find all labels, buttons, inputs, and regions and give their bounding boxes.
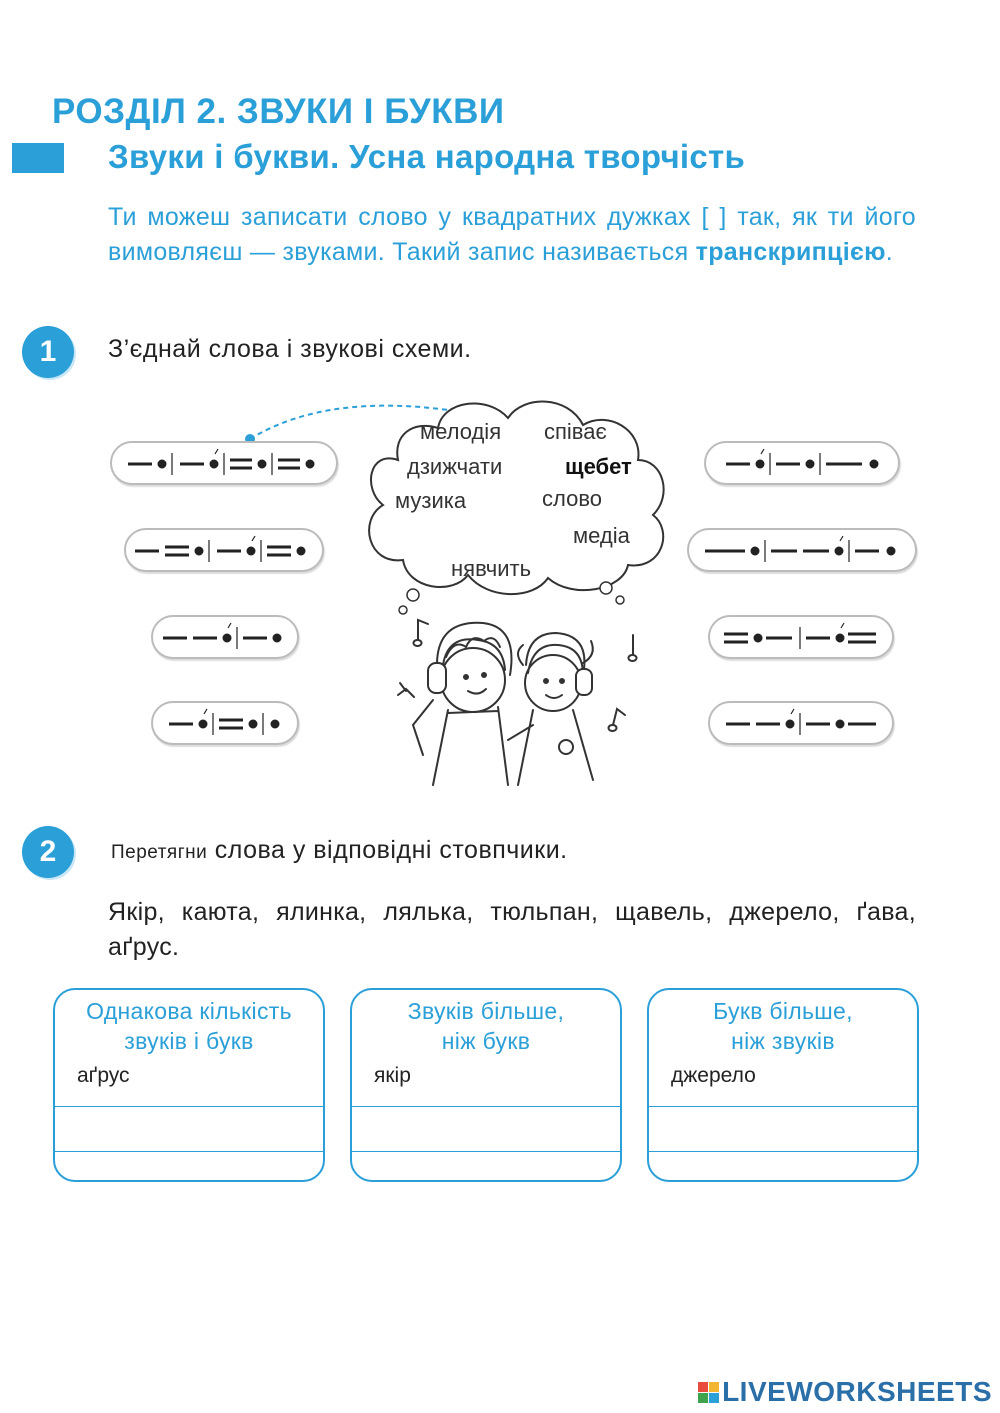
column-entry[interactable]	[649, 1106, 917, 1151]
cloud-word-7[interactable]: медіа	[573, 523, 630, 548]
logo-text: LIVEWORKSHEETS	[722, 1376, 992, 1407]
column-header-line1: Звуків більше,	[407, 998, 565, 1024]
sound-scheme-left-4[interactable]	[151, 701, 299, 745]
cloud-word-4[interactable]: щебет	[565, 454, 632, 479]
children-with-headphones-illustration	[388, 595, 648, 795]
cloud-word-5[interactable]: музика	[395, 488, 467, 513]
task2-instruction-drag: Перетягни	[111, 842, 208, 863]
sound-scheme-left-3[interactable]	[151, 615, 299, 659]
column-equal	[53, 988, 325, 1182]
scheme-drawing	[716, 622, 886, 652]
intro-text: Ти можеш записати слово у квадратних дужках [ ] так, як ти його вимовляєш — звуками. Такий запис називається	[108, 203, 916, 266]
chapter-title: РОЗДІЛ 2. ЗВУКИ І БУКВИ	[52, 92, 505, 131]
scheme-drawing	[697, 535, 907, 565]
column-entry[interactable]: якір	[374, 1064, 411, 1087]
scheme-drawing	[155, 622, 295, 652]
task1-instruction: З’єднай слова і звукові схеми.	[108, 335, 472, 363]
scheme-drawing	[124, 448, 324, 478]
column-header-line2: ніж букв	[441, 1028, 531, 1054]
cloud-word-6[interactable]: слово	[542, 486, 602, 511]
column-entry[interactable]	[55, 1106, 323, 1151]
logo-squares-icon	[698, 1382, 719, 1403]
column-header-line2: звуків і букв	[124, 1028, 254, 1054]
column-entry[interactable]	[55, 1151, 323, 1182]
cloud-word-8[interactable]: нявчить	[451, 556, 532, 581]
column-header	[352, 990, 620, 1066]
sound-scheme-right-2[interactable]	[687, 528, 917, 572]
scheme-drawing	[716, 708, 886, 738]
sound-scheme-right-1[interactable]	[704, 441, 900, 485]
column-entry[interactable]: аґрус	[77, 1064, 130, 1087]
intro-bold-term: транскрипцією	[695, 238, 886, 266]
column-entry[interactable]: джерело	[671, 1064, 756, 1087]
intro-end: .	[885, 238, 893, 266]
scheme-drawing	[155, 708, 295, 738]
column-entry[interactable]	[352, 1106, 620, 1151]
lesson-marker-bar	[12, 143, 64, 173]
cloud-word-2[interactable]: співає	[544, 419, 607, 444]
sound-scheme-right-3[interactable]	[708, 615, 894, 659]
column-header	[55, 990, 323, 1066]
column-header-line2: ніж звуків	[731, 1028, 835, 1054]
scheme-drawing	[712, 448, 892, 478]
column-header	[649, 990, 917, 1066]
cloud-word-1[interactable]: мелодія	[420, 419, 502, 444]
lesson-title: Звуки і букви. Усна народна творчість	[108, 138, 746, 175]
task-number-1: 1	[22, 326, 74, 378]
column-entry[interactable]	[649, 1151, 917, 1182]
column-header-line1: Букв більше,	[713, 998, 853, 1024]
cloud-word-3[interactable]: дзижчати	[407, 454, 503, 479]
column-more-sounds	[350, 988, 622, 1182]
sound-scheme-right-4[interactable]	[708, 701, 894, 745]
intro-paragraph	[108, 200, 916, 270]
sound-scheme-left-1[interactable]	[110, 441, 338, 485]
liveworksheets-logo[interactable]	[698, 1376, 992, 1408]
column-entry[interactable]	[352, 1151, 620, 1182]
task-number-2: 2	[22, 826, 74, 878]
column-header-line1: Однакова кількість	[86, 998, 292, 1024]
task2-instruction-rest: слова у відповідні стовпчики.	[207, 836, 568, 864]
column-more-letters	[647, 988, 919, 1182]
task2-instruction	[111, 836, 568, 865]
words-list: Якір, каюта, ялинка, лялька, тюльпан, щавель, джерело, ґава, аґрус.	[108, 898, 916, 961]
scheme-drawing	[129, 535, 319, 565]
sound-scheme-left-2[interactable]	[124, 528, 324, 572]
